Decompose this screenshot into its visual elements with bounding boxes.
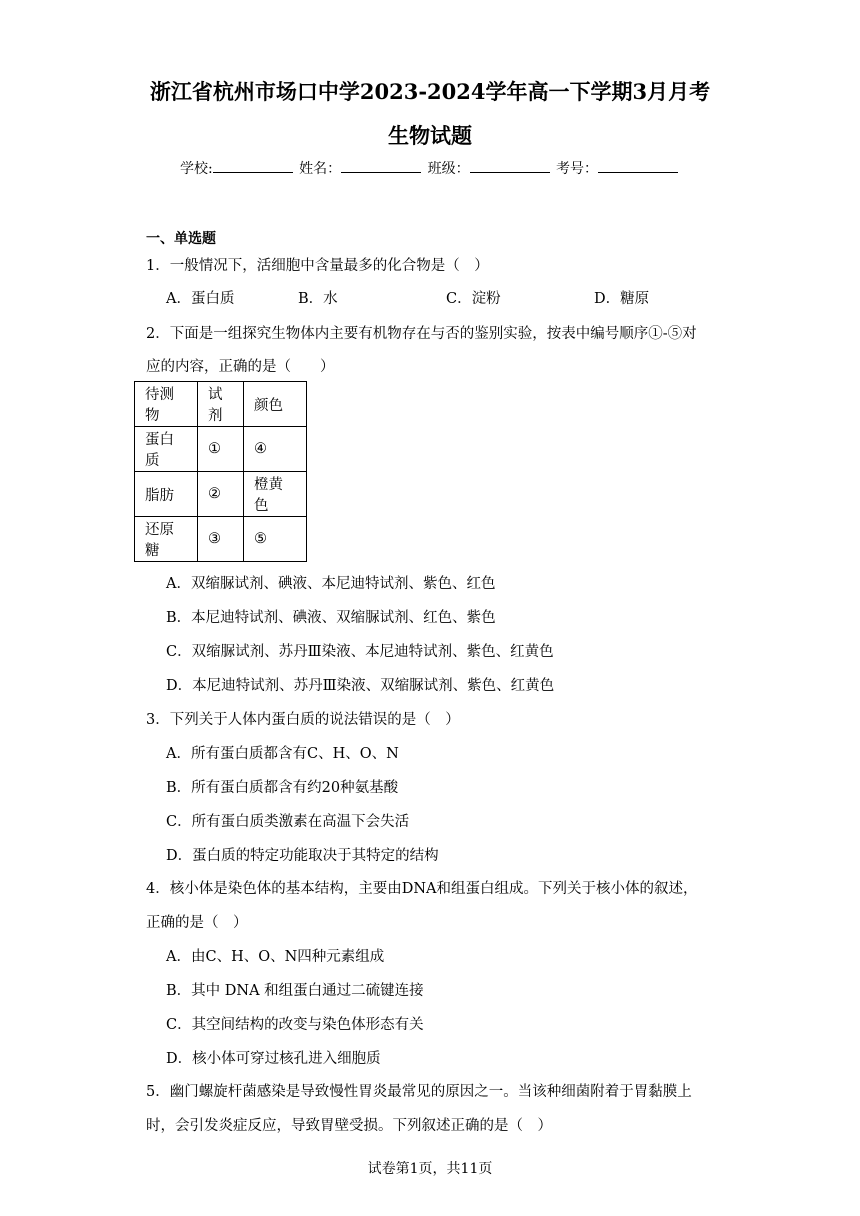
q2-stem-line2: 应的内容，正确的是（ ） <box>146 359 335 375</box>
table-cell: 还原糖 <box>135 517 198 562</box>
q1-option-d[interactable]: D．糖原 <box>594 291 650 307</box>
q5-stem-line1: 5．幽门螺旋杆菌感染是导致慢性胃炎最常见的原因之一。当该种细菌附着于胃黏膜上 <box>146 1084 692 1100</box>
q1-stem: 1．一般情况下，活细胞中含量最多的化合物是（ ） <box>146 258 489 274</box>
table-row <box>135 472 307 517</box>
school-label: 学校: <box>179 161 213 177</box>
table-cell: ① <box>198 427 244 472</box>
class-blank[interactable] <box>470 158 550 173</box>
q1-option-c[interactable]: C．淀粉 <box>446 291 501 307</box>
table-row <box>135 517 307 562</box>
q2-stem-line1: 2．下面是一组探究生物体内主要有机物存在与否的鉴别实验，按表中编号顺序①-⑤对 <box>146 326 697 342</box>
q2-option-d[interactable]: D．本尼迪特试剂、苏丹Ⅲ染液、双缩脲试剂、紫色、红黄色 <box>166 678 555 694</box>
table-header-cell: 颜色 <box>244 382 307 427</box>
exam-title: 浙江省杭州市场口中学2023-2024学年高一下学期3月月考 <box>149 79 711 104</box>
q2-option-b[interactable]: B．本尼迪特试剂、碘液、双缩脲试剂、红色、紫色 <box>166 610 496 626</box>
table-cell: 蛋白质 <box>135 427 198 472</box>
name-blank[interactable] <box>341 158 421 173</box>
q2-table <box>134 381 307 562</box>
page-footer: 试卷第1页，共11页 <box>367 1161 493 1177</box>
q3-option-b[interactable]: B．所有蛋白质都含有约20种氨基酸 <box>166 780 399 796</box>
table-header-cell: 试剂 <box>198 382 244 427</box>
table-cell: ⑤ <box>244 517 307 562</box>
name-label: 姓名： <box>299 161 342 177</box>
class-label: 班级： <box>427 161 470 177</box>
q4-option-a[interactable]: A．由C、H、O、N四种元素组成 <box>166 949 385 965</box>
table-header-cell: 待测物 <box>135 382 198 427</box>
q5-stem-line2: 时，会引发炎症反应，导致胃壁受损。下列叙述正确的是（ ） <box>146 1118 552 1134</box>
table-row <box>135 427 307 472</box>
q2-option-c[interactable]: C．双缩脲试剂、苏丹Ⅲ染液、本尼迪特试剂、紫色、红黄色 <box>166 644 554 660</box>
table-cell: ④ <box>244 427 307 472</box>
exam-no-blank[interactable] <box>598 158 678 173</box>
table-cell: 橙黄色 <box>244 472 307 517</box>
exam-subtitle: 生物试题 <box>388 123 472 148</box>
q3-stem: 3．下列关于人体内蛋白质的说法错误的是（ ） <box>146 712 460 728</box>
q2-option-a[interactable]: A．双缩脲试剂、碘液、本尼迪特试剂、紫色、红色 <box>166 576 496 592</box>
table-cell: ③ <box>198 517 244 562</box>
q1-option-a[interactable]: A．蛋白质 <box>166 291 235 307</box>
q1-option-b[interactable]: B．水 <box>298 291 338 307</box>
q4-stem-line2: 正确的是（ ） <box>146 915 248 931</box>
table-cell: 脂肪 <box>135 472 198 517</box>
student-info-line <box>0 158 860 178</box>
table-cell: ② <box>198 472 244 517</box>
section-title: 一、单选题 <box>146 231 216 247</box>
table-header-row <box>135 382 307 427</box>
q3-option-c[interactable]: C．所有蛋白质类激素在高温下会失活 <box>166 814 410 830</box>
q3-option-a[interactable]: A．所有蛋白质都含有C、H、O、N <box>166 746 399 762</box>
q4-option-d[interactable]: D．核小体可穿过核孔进入细胞质 <box>166 1051 381 1067</box>
q3-option-d[interactable]: D．蛋白质的特定功能取决于其特定的结构 <box>166 848 439 864</box>
q4-option-c[interactable]: C．其空间结构的改变与染色体形态有关 <box>166 1017 424 1033</box>
q4-option-b[interactable]: B．其中 DNA 和组蛋白通过二硫键连接 <box>166 983 424 999</box>
exam-no-label: 考号： <box>556 161 599 177</box>
q4-stem-line1: 4．核小体是染色体的基本结构，主要由DNA和组蛋白组成。下列关于核小体的叙述， <box>146 881 698 897</box>
school-blank[interactable] <box>213 158 293 173</box>
